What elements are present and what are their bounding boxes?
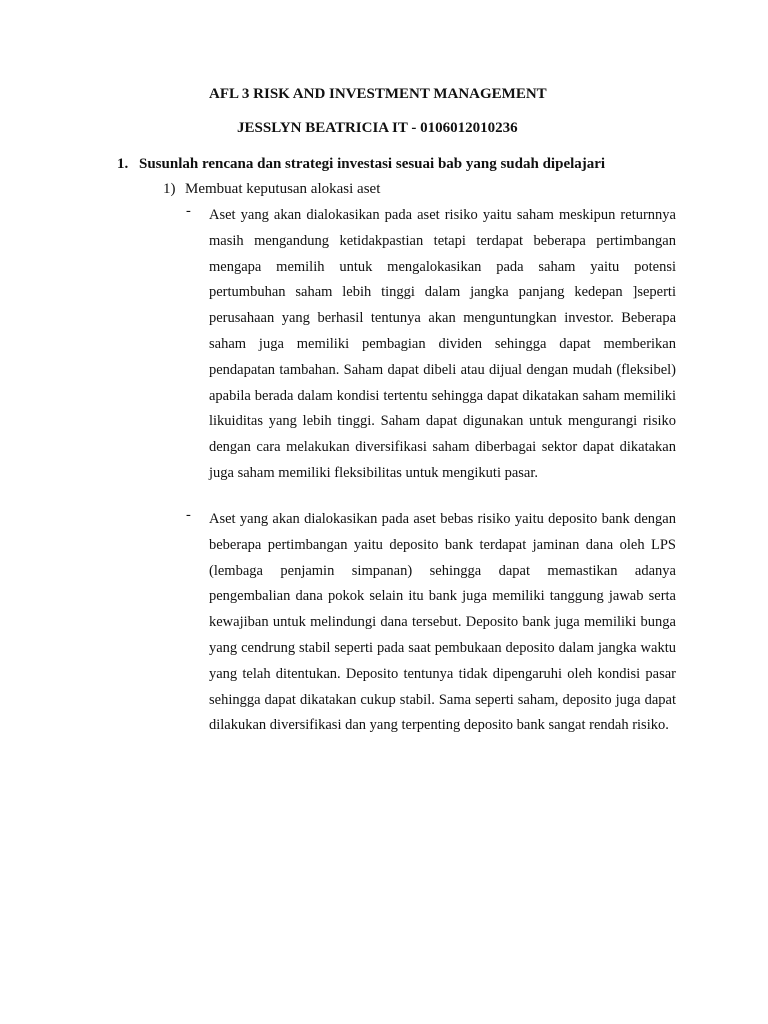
- subpoint-number: 1): [163, 181, 176, 197]
- author-line: JESSLYN BEATRICIA IT - 0106012010236: [237, 120, 518, 136]
- question-number: 1.: [117, 156, 129, 172]
- bullet-item-deposits: [186, 507, 676, 739]
- subpoint-text: Membuat keputusan alokasi aset: [185, 181, 381, 197]
- question-text: Susunlah rencana dan strategi investasi sesuai bab yang sudah dipelajari: [139, 156, 606, 172]
- bullet-dash: -: [186, 203, 191, 219]
- document-title: AFL 3 RISK AND INVESTMENT MANAGEMENT: [209, 86, 547, 102]
- subpoint-heading: [163, 181, 380, 198]
- bullet-text: Aset yang akan dialokasikan pada aset bebas risiko yaitu deposito bank dengan beberapa pertimbangan yaitu deposito bank terdapat jaminan dana oleh LPS (lembaga penjamin simpanan) sehingga dapat memastikan adanya pengembalian dana pokok selain itu bank juga memiliki tanggung jawab serta kewajiban untuk melindungi dana tersebut. Deposito bank juga memiliki bunga yang cendrung stabil seperti pada saat pembukaan deposito dalam jangka waktu yang telah ditentukan. Deposito tentunya tidak dipengaruhi oleh kondisi pasar sehingga dapat dikatakan cukup stabil. Sama seperti saham, deposito juga dapat dilakukan diversifikasi dan yang terpenting deposito bank sangat rendah risiko.: [209, 511, 676, 734]
- bullet-dash: -: [186, 507, 191, 523]
- bullet-text: Aset yang akan dialokasikan pada aset risiko yaitu saham meskipun returnnya masih mengandung ketidakpastian tetapi terdapat beberapa pertimbangan mengapa memilih untuk mengalokasikan pada saham yaitu potensi pertumbuhan saham lebih tinggi dalam jangka panjang kedepan ]seperti perusahaan yang berhasil tentunya akan menguntungkan investor. Beberapa saham juga memiliki pembagian dividen sehingga dapat memberikan pendapatan tambahan. Saham dapat dibeli atau dijual dengan mudah (fleksibel) apabila berada dalam kondisi tertentu sehingga dapat dikatakan saham memiliki likuiditas yang lebih tinggi. Saham dapat digunakan untuk mengurangi risiko dengan cara melakukan diversifikasi saham diberbagai sektor dapat dikatakan juga saham memiliki fleksibilitas untuk mengikuti pasar.: [209, 207, 676, 481]
- question-heading: [117, 156, 677, 173]
- bullet-item-stocks: [186, 203, 676, 487]
